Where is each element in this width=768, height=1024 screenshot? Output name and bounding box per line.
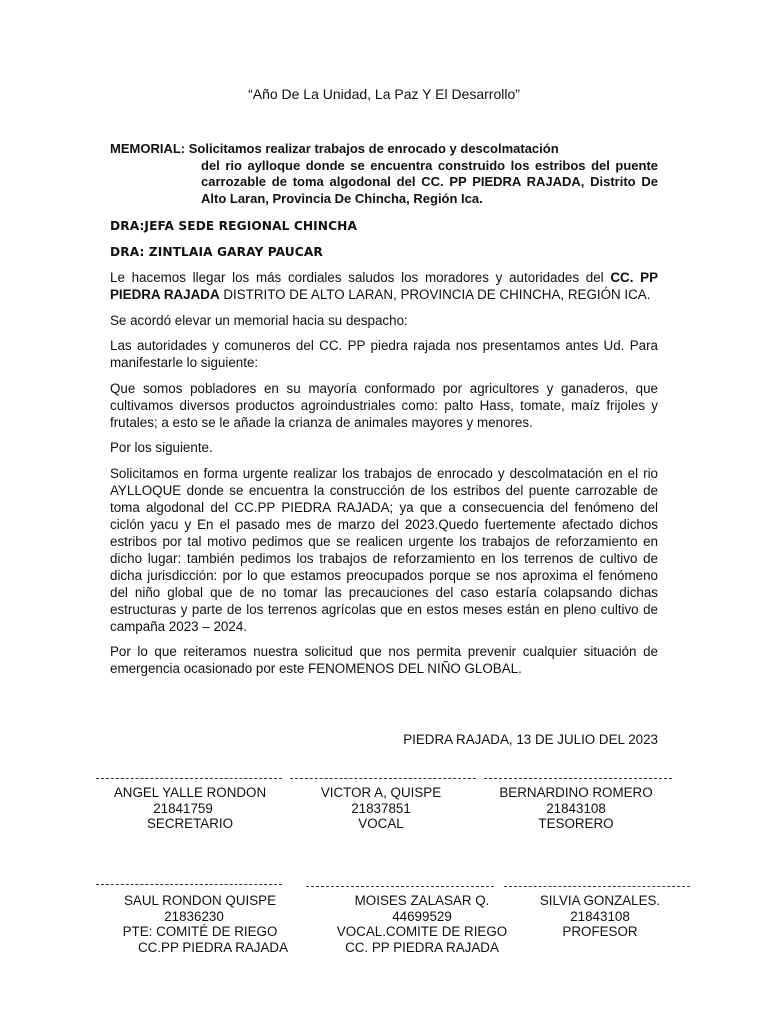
signature-line [96,884,282,885]
signatory-block [502,893,698,940]
signatory-name: BERNARDINO ROMERO [499,785,653,800]
signatory-block [318,893,526,955]
paragraph-closing: Por lo que reiteramos nuestra solicitud que nos permita prevenir cualquier situación de emergencia ocasionado por este FENOMENOS DEL NIÑO GLOBAL. [110,644,658,676]
signatory-role: PTE: COMITÉ DE RIEGO [122,924,278,940]
memorial-rest: del rio aylloque donde se encuentra construido los estribos del puente carrozable de toma algodonal del CC. PP PIEDRA RAJADA, Distrito De Alto Laran, Provincia De Chincha, Región Ica. [201,157,658,206]
signatory-role: PROFESOR [562,924,638,940]
signature-line [504,886,690,887]
memorial-label: MEMORIAL: [110,141,186,156]
paragraph-following: Por los siguiente. [110,440,213,455]
year-motto: “Año De La Unidad, La Paz Y El Desarrollo” [248,86,520,102]
signature-line [484,778,672,779]
signatory-name: MOISES ZALASAR Q. [354,893,490,908]
signatory-id: 21843108 [546,800,606,816]
letter-body [110,269,658,686]
signatory-block [94,785,286,832]
paragraph-presentation: Las autoridades y comuneros del CC. PP piedra rajada nos presentamos antes Ud. Para manifestarle lo siguiente: [110,338,658,370]
signatory-role: SECRETARIO [146,816,234,832]
signatory-id: 21843108 [570,908,630,924]
paragraph-population: Que somos pobladores en su mayoría conformado por agricultores y ganaderos, que cultivamos diversos productos agroindustriales como: palto Hass, tomate, maíz frijoles y frutales; a esto se le añade la crianza de animales mayores y menores. [110,380,658,430]
signature-line [306,886,494,887]
signatory-block [94,893,306,955]
addressee-line-1: DRA:JEFA SEDE REGIONAL CHINCHA [110,219,357,233]
signatory-name: VICTOR A, QUISPE [320,785,442,800]
signatory-id: 21841759 [153,800,213,816]
signatory-block [286,785,476,832]
greeting-before: Le hacemos llegar los más cordiales saludos los moradores y autoridades del [110,270,611,285]
signatory-role: VOCAL.COMITE DE RIEGO [336,924,508,940]
greeting-community: CC. PP PIEDRA RAJADA [110,270,658,302]
signatory-org: CC.PP PIEDRA RAJADA [137,939,289,955]
signature-line [96,778,282,779]
signature-line [290,778,476,779]
signatory-name: SAUL RONDON QUISPE [123,893,277,908]
signatory-role: TESORERO [538,816,614,832]
signatory-id: 21836230 [164,908,224,924]
memorial-subject [110,141,658,207]
signatory-block [476,785,676,832]
greeting-after: DISTRITO DE ALTO LARAN, PROVINCIA DE CHINCHA, REGIÓN ICA. [219,287,651,302]
signatory-id: 21837851 [351,800,411,816]
memorial-first-line [110,141,658,158]
signatory-org: CC. PP PIEDRA RAJADA [345,939,499,955]
place-date: PIEDRA RAJADA, 13 DE JULIO DEL 2023 [403,732,658,747]
paragraph-request: Solicitamos en forma urgente realizar los trabajos de enrocado y descolmatación en el rio AYLLOQUE donde se encuentra la construcción de los estribos del puente carrozable de toma algodonal del CC.PP PIEDRA RAJADA; ya que a consecuencia del fenómeno del ciclón yacu y En el pasado mes de marzo del 2023.Quedo fuertemente afectado dichos estribos por tal motivo pedimos que se realicen urgente los trabajos de reforzamiento en dicho lugar: también pedimos los trabajos de reforzamiento en los terrenos de cultivo de dicha jurisdicción: por lo que estamos preocupados porque se nos aproxima el fenómeno del niño global que de no tomar las precauciones del caso estaría colapsando dichas estructuras y parte de los terrenos agrícolas que en estos meses están en pleno cultivo de campaña 2023 – 2024. [110,465,658,634]
signatory-id: 44699529 [392,908,452,924]
signatory-name: ANGEL YALLE RONDON [113,785,267,800]
addressee-line-2: DRA: ZINTLAIA GARAY PAUCAR [110,245,323,259]
paragraph-greeting [110,269,658,303]
signatory-name: SILVIA GONZALES. [539,893,661,908]
signatory-role: VOCAL [358,816,404,832]
paragraph-agreement: Se acordó elevar un memorial hacia su despacho: [110,312,408,328]
memorial-first-text: Solicitamos realizar trabajos de enrocado y descolmatación [188,141,559,156]
